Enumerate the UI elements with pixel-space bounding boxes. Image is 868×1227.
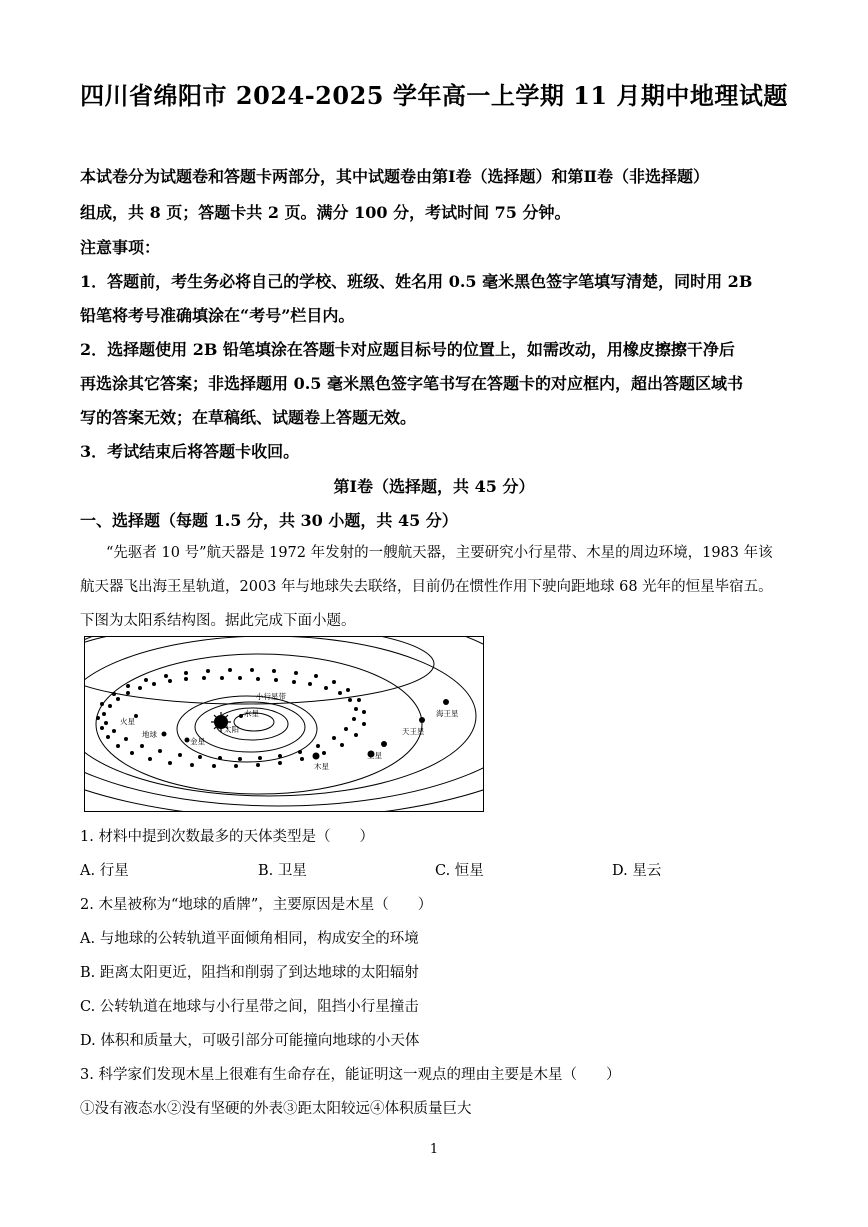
notice-item-3: 3．考试结束后将答题卡收回。: [80, 442, 300, 461]
asteroid-belt-label: 小行星带: [256, 692, 286, 701]
mars-label: 火星: [120, 717, 135, 726]
earth-label: 地球: [142, 730, 157, 739]
mercury-label: 水星: [244, 709, 259, 718]
question-1-option-d[interactable]: D. 星云: [612, 863, 662, 879]
question-1-stem: 1. 材料中提到次数最多的天体类型是（ ）: [80, 829, 374, 845]
saturn-label: 土星: [367, 751, 382, 760]
question-3-items: ①没有液态水②没有坚硬的外表③距太阳较远④体积质量巨大: [80, 1101, 472, 1117]
notice-item-2-line-1: 2．选择题使用 2B 铅笔填涂在答题卡对应题目标号的位置上，如需改动，用橡皮擦擦干净后: [80, 340, 735, 359]
question-2-option-c[interactable]: C. 公转轨道在地球与小行星带之间，阻挡小行星撞击: [80, 999, 419, 1015]
jupiter-label: 木星: [314, 762, 329, 771]
notice-item-1-line-2: 铅笔将考号准确填涂在“考号”栏目内。: [80, 306, 355, 325]
passage-line-3: 下图为太阳系结构图。据此完成下面小题。: [80, 613, 356, 629]
question-2-option-b[interactable]: B. 距离太阳更近，阻挡和削弱了到达地球的太阳辐射: [80, 965, 419, 981]
venus-label: 金星: [190, 737, 205, 746]
sun-label: 太阳: [224, 725, 239, 734]
notice-item-2-line-2: 再选涂其它答案；非选择题用 0.5 毫米黑色签字笔书写在答题卡的对应框内，超出答题区域书: [80, 374, 743, 393]
solar-system-diagram: [84, 636, 484, 812]
uranus-label: 天王星: [402, 727, 425, 736]
notice-item-1-line-1: 1．答题前，考生务必将自己的学校、班级、姓名用 0.5 毫米黑色签字笔填写清楚，同时用 2B: [80, 272, 753, 291]
section-heading: 第Ⅰ卷（选择题，共 45 分）: [333, 477, 535, 496]
question-1-option-a[interactable]: A. 行星: [80, 863, 129, 879]
question-3-stem: 3. 科学家们发现木星上很难有生命存在，能证明这一观点的理由主要是木星（ ）: [80, 1067, 621, 1083]
passage-line-1: “先驱者 10 号”航天器是 1972 年发射的一艘航天器，主要研究小行星带、木星的周边环境，1983 年该: [106, 545, 773, 561]
page-number: 1: [429, 1142, 439, 1157]
neptune-label: 海王星: [436, 709, 459, 718]
intro-line-2: 组成，共 8 页；答题卡共 2 页。满分 100 分，考试时间 75 分钟。: [80, 203, 571, 222]
question-1-option-c[interactable]: C. 恒星: [435, 863, 484, 879]
passage-line-2: 航天器飞出海王星轨道，2003 年与地球失去联络，目前仍在惯性作用下驶向距地球 68 光年的恒星毕宿五。: [80, 579, 773, 595]
question-1-option-b[interactable]: B. 卫星: [258, 863, 307, 879]
notice-heading: 注意事项：: [80, 238, 161, 257]
part-heading: 一、选择题（每题 1.5 分，共 30 小题，共 45 分）: [80, 511, 458, 530]
question-2-option-a[interactable]: A. 与地球的公转轨道平面倾角相同，构成安全的环境: [80, 931, 419, 947]
intro-line-1: 本试卷分为试题卷和答题卡两部分，其中试题卷由第Ⅰ卷（选择题）和第Ⅱ卷（非选择题）: [80, 167, 709, 186]
question-2-option-d[interactable]: D. 体积和质量大，可吸引部分可能撞向地球的小天体: [80, 1033, 420, 1049]
page-title: 四川省绵阳市 2024-2025 学年高一上学期 11 月期中地理试题: [80, 81, 788, 110]
notice-item-2-line-3: 写的答案无效；在草稿纸、试题卷上答题无效。: [80, 408, 417, 427]
question-2-stem: 2. 木星被称为“地球的盾牌”，主要原因是木星（ ）: [80, 897, 433, 913]
